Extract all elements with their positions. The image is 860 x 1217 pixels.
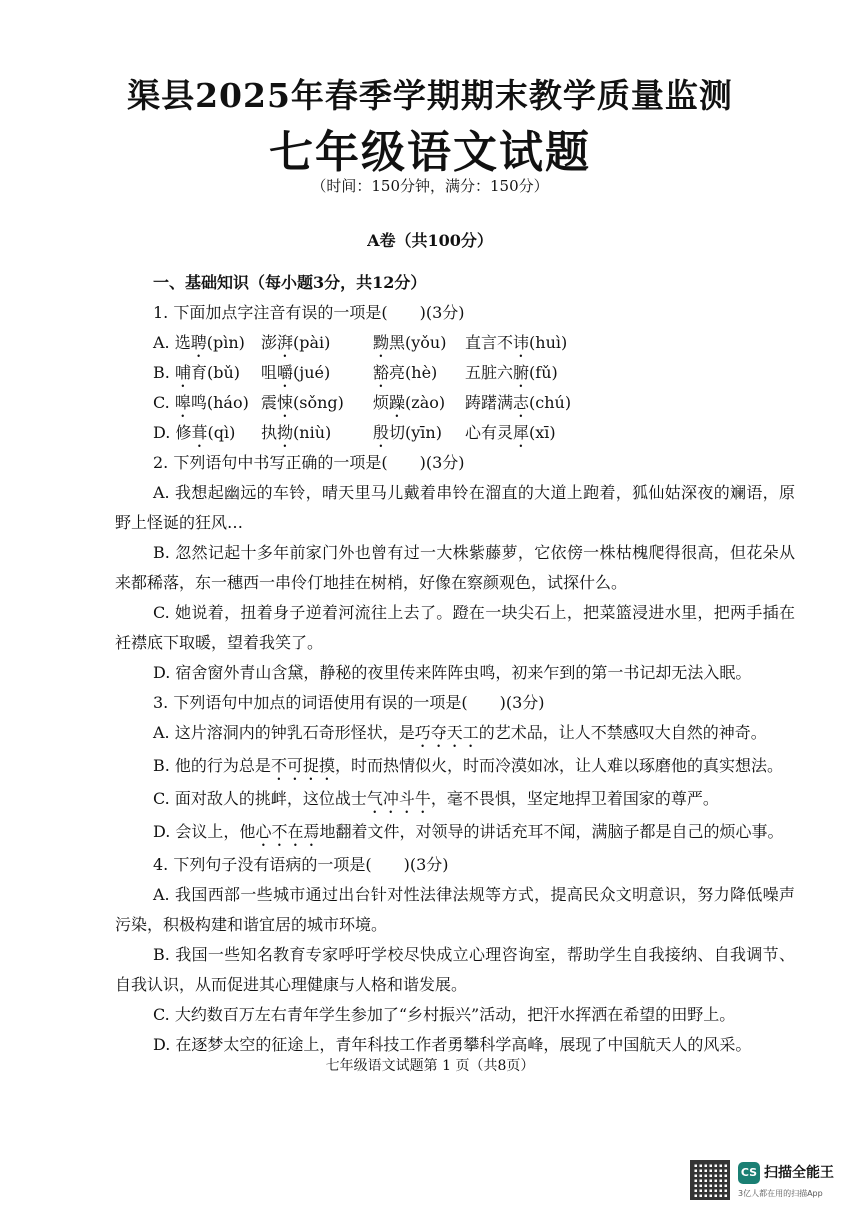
scanner-tagline: 3亿人都在用的扫描App bbox=[738, 1189, 823, 1198]
scanner-watermark bbox=[690, 1160, 840, 1204]
scanner-app-name: 扫描全能王 bbox=[764, 1165, 834, 1181]
q4-stem: 4. 下列句子没有语病的一项是( )(3分) bbox=[153, 855, 449, 874]
option-label: A. bbox=[153, 333, 175, 352]
q1-option-item: C. 嗥鸣(háo) bbox=[153, 393, 249, 412]
q3-options bbox=[115, 718, 795, 850]
dotted-char: 悚 bbox=[277, 393, 294, 412]
q1-option-item: D. 修葺(qì) bbox=[153, 423, 236, 442]
option-label: C. bbox=[153, 393, 175, 412]
q1-option-item: 五脏六腑(fǔ) bbox=[465, 363, 558, 382]
exam-content bbox=[115, 268, 795, 1060]
dotted-char: 躁 bbox=[389, 393, 406, 412]
q1-option-item: 震悚(sǒng) bbox=[261, 393, 344, 412]
dotted-char: 拗 bbox=[277, 423, 294, 442]
q1-option-item: 执拗(niù) bbox=[261, 423, 332, 442]
dotted-char: 湃 bbox=[277, 333, 294, 352]
q1-option-item: 烦躁(zào) bbox=[373, 393, 446, 412]
dotted-char: 葺 bbox=[191, 423, 208, 442]
q1-option-item: 殷切(yīn) bbox=[373, 423, 442, 442]
q3-option: D. 会议上，他心不在焉地翻着文件，对领导的讲话充耳不闻，满脑子都是自己的烦心事。 bbox=[153, 822, 784, 841]
option-label: D. bbox=[153, 423, 176, 442]
dotted-phrase: 不可捉摸 bbox=[270, 756, 335, 775]
qr-code-icon bbox=[690, 1160, 730, 1200]
time-note: （时间：150分钟，满分：150分） bbox=[311, 177, 549, 195]
dotted-char: 嗥 bbox=[174, 393, 191, 412]
q2-option-a: A. 我想起幽远的车铃，晴天里马儿戴着串铃在溜直的大道上跑着，狐仙姑深夜的斓语，原野上怪诞的狂风… bbox=[115, 483, 795, 532]
q1-stem: 1. 下面加点字注音有误的一项是( )(3分) bbox=[153, 303, 465, 322]
dotted-char: 聘 bbox=[190, 333, 207, 352]
q1-option-row bbox=[153, 418, 795, 448]
camscanner-logo-icon: CS bbox=[738, 1162, 760, 1184]
dotted-char: 嚼 bbox=[277, 363, 294, 382]
q1-option-item: 咀嚼(jué) bbox=[261, 363, 331, 382]
dotted-char: 犀 bbox=[513, 423, 530, 442]
q2-stem: 2. 下列语句中书写正确的一项是( )(3分) bbox=[153, 453, 465, 472]
q1-option-item: 豁亮(hè) bbox=[373, 363, 438, 382]
q4-option-c: C. 大约数百万左右青年学生参加了“乡村振兴”活动，把汗水挥洒在希望的田野上。 bbox=[153, 1005, 736, 1024]
q1-option-row bbox=[153, 328, 795, 358]
q3-option: A. 这片溶洞内的钟乳石奇形怪状，是巧夺天工的艺术品，让人不禁感叹大自然的神奇。 bbox=[153, 723, 767, 742]
dotted-phrase: 巧夺天工 bbox=[414, 723, 479, 742]
option-label: B. bbox=[153, 363, 175, 382]
q4-option-d: D. 在逐梦太空的征途上，青年科技工作者勇攀科学高峰，展现了中国航天人的风采。 bbox=[153, 1035, 752, 1054]
q3-option: B. 他的行为总是不可捉摸，时而热情似火，时而冷漠如冰，让人难以琢磨他的真实想法。 bbox=[153, 756, 783, 775]
dotted-char: 黝 bbox=[373, 333, 390, 352]
part1-heading: 一、基础知识（每小题3分，共12分） bbox=[153, 273, 427, 292]
dotted-char: 豁 bbox=[373, 363, 390, 382]
q1-option-item: 踌躇满志(chú) bbox=[465, 393, 572, 412]
dotted-char: 腑 bbox=[513, 363, 530, 382]
dotted-char: 讳 bbox=[513, 333, 530, 352]
q1-option-row bbox=[153, 388, 795, 418]
dotted-phrase: 气冲斗牛 bbox=[366, 789, 431, 808]
q1-option-item: 澎湃(pài) bbox=[261, 333, 331, 352]
q4-option-b: B. 我国一些知名教育专家呼吁学校尽快成立心理咨询室，帮助学生自我接纳、自我调节、自我认识，从而促进其心理健康与人格和谐发展。 bbox=[115, 945, 795, 994]
q3-option: C. 面对敌人的挑衅，这位战士气冲斗牛，毫不畏惧，坚定地捍卫着国家的尊严。 bbox=[153, 789, 719, 808]
q1-option-item: 直言不讳(huì) bbox=[465, 333, 568, 352]
q1-option-item: A. 选聘(pìn) bbox=[153, 333, 245, 352]
dotted-char: 殷 bbox=[373, 423, 390, 442]
q1-option-item: B. 哺育(bǔ) bbox=[153, 363, 240, 382]
q2-option-b: B. 忽然记起十多年前家门外也曾有过一大株紫藤萝，它依傍一株枯槐爬得很高，但花朵从来都稀落，东一穗西一串伶仃地挂在树梢，好像在察颜观色，试探什么。 bbox=[115, 543, 795, 592]
q2-option-d: D. 宿舍窗外青山含黛，静秘的夜里传来阵阵虫鸣，初来乍到的第一书记却无法入眠。 bbox=[153, 663, 752, 682]
q1-options bbox=[153, 328, 795, 448]
q2-option-c: C. 她说着，扭着身子逆着河流往上去了。蹬在一块尖石上，把菜篮浸进水里，把两手插在衽襟底下取暖，望着我笑了。 bbox=[115, 603, 795, 652]
dotted-char: 志 bbox=[513, 393, 530, 412]
section-a-heading: A卷（共100分） bbox=[367, 231, 493, 250]
exam-subtitle: 七年级语文试题 bbox=[269, 127, 591, 178]
q3-stem: 3. 下列语句中加点的词语使用有误的一项是( )(3分) bbox=[153, 693, 545, 712]
q4-option-a: A. 我国西部一些城市通过出台针对性法律法规等方式，提高民众文明意识，努力降低噪声污染，积极构建和谐宜居的城市环境。 bbox=[115, 885, 795, 934]
q1-option-item: 心有灵犀(xī) bbox=[465, 423, 556, 442]
dotted-char: 哺 bbox=[174, 363, 191, 382]
page-footer: 七年级语文试题第 1 页（共8页） bbox=[325, 1058, 535, 1074]
dotted-phrase: 心不在焉 bbox=[255, 822, 320, 841]
exam-title: 渠县2025年春季学期期末教学质量监测 bbox=[127, 76, 733, 115]
q1-option-item: 黝黑(yǒu) bbox=[373, 333, 447, 352]
q1-option-row bbox=[153, 358, 795, 388]
